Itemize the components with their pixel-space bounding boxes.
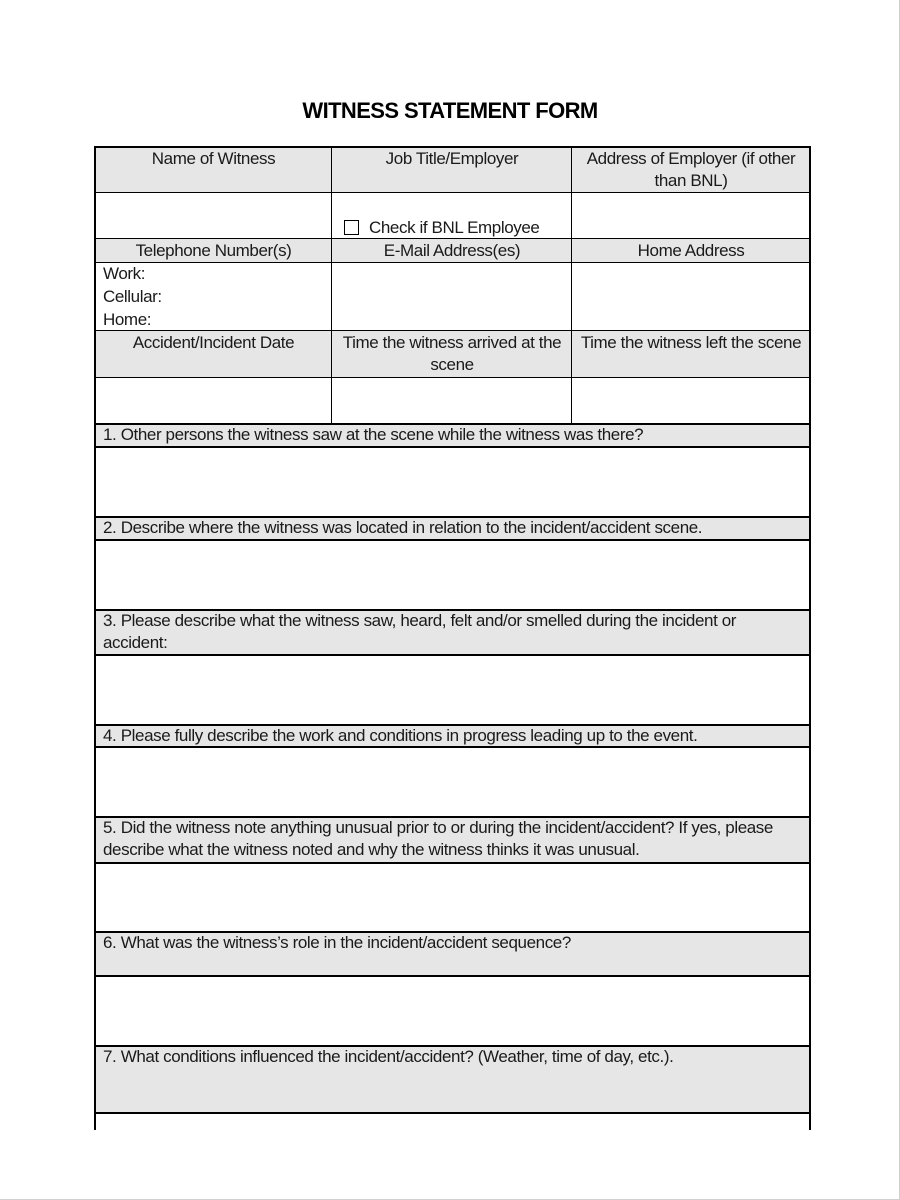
question-6-label: 6. What was the witness’s role in the incident/accident sequence? <box>95 932 810 976</box>
row-divider <box>94 262 811 263</box>
row-divider <box>94 377 811 378</box>
departure-time-header: Time the witness left the scene <box>572 331 810 378</box>
question-5-label: 5. Did the witness note anything unusual prior to or during the incident/accident? If yes, please describe what the witness noted and why the witness thinks it was unusual. <box>95 817 810 863</box>
departure-time-field[interactable] <box>572 378 810 424</box>
question-2-answer[interactable] <box>95 540 810 610</box>
cellular-phone-label: Cellular: <box>103 287 162 306</box>
home-address-field[interactable] <box>572 263 810 331</box>
row-divider <box>94 238 811 239</box>
table-border-left <box>94 147 96 1130</box>
question-1-answer[interactable] <box>95 447 810 517</box>
row-divider <box>94 609 811 611</box>
form-title: WITNESS STATEMENT FORM <box>302 98 598 123</box>
row-divider <box>94 1045 811 1047</box>
witness-name-field[interactable] <box>95 193 332 239</box>
question-3-label: 3. Please describe what the witness saw, heard, felt and/or smelled during the incident or accident: <box>95 610 810 655</box>
row-divider <box>94 816 811 818</box>
work-phone-label: Work: <box>103 264 146 283</box>
row-divider <box>94 862 811 864</box>
job-title-header: Job Title/Employer <box>332 147 572 193</box>
email-field[interactable] <box>332 263 572 331</box>
telephone-header: Telephone Number(s) <box>95 239 332 263</box>
employer-address-field[interactable] <box>572 193 810 239</box>
incident-date-header: Accident/Incident Date <box>95 331 332 378</box>
bnl-employee-checkbox-row[interactable] <box>344 217 540 239</box>
row-divider <box>94 931 811 933</box>
question-3-answer[interactable] <box>95 655 810 725</box>
question-7-answer[interactable] <box>95 1113 810 1130</box>
email-header: E-Mail Address(es) <box>332 239 572 263</box>
incident-date-field[interactable] <box>95 378 332 424</box>
row-divider <box>94 446 811 448</box>
row-divider <box>94 330 811 331</box>
row-divider <box>94 975 811 977</box>
question-2-label: 2. Describe where the witness was located in relation to the incident/accident scene. <box>95 517 810 540</box>
table-border-right <box>809 147 811 1130</box>
question-1-label: 1. Other persons the witness saw at the scene while the witness was there? <box>95 424 810 447</box>
bnl-employee-label: Check if BNL Employee <box>369 218 540 237</box>
bnl-employee-checkbox[interactable] <box>344 220 359 235</box>
home-phone-label: Home: <box>103 310 152 329</box>
question-7-label: 7. What conditions influenced the incident/accident? (Weather, time of day, etc.). <box>95 1046 810 1113</box>
arrival-time-field[interactable] <box>332 378 572 424</box>
row-divider <box>94 192 811 193</box>
row-divider <box>94 423 811 425</box>
row-divider <box>94 654 811 656</box>
home-address-header: Home Address <box>572 239 810 263</box>
question-4-answer[interactable] <box>95 747 810 817</box>
row-divider <box>94 516 811 518</box>
question-5-answer[interactable] <box>95 863 810 932</box>
row-divider <box>94 746 811 748</box>
question-4-label: 4. Please fully describe the work and conditions in progress leading up to the event. <box>95 725 810 747</box>
row-divider <box>94 146 811 148</box>
row-divider <box>94 539 811 541</box>
row-divider <box>94 1112 811 1114</box>
question-6-answer[interactable] <box>95 976 810 1046</box>
column-divider-2 <box>571 147 572 424</box>
arrival-time-header: Time the witness arrived at the scene <box>332 331 572 378</box>
column-divider-1 <box>331 147 332 424</box>
job-title-field[interactable] <box>332 193 572 239</box>
telephone-field[interactable] <box>95 263 332 331</box>
employer-address-header: Address of Employer (if other than BNL) <box>572 147 810 193</box>
name-of-witness-header: Name of Witness <box>95 147 332 193</box>
row-divider <box>94 724 811 726</box>
